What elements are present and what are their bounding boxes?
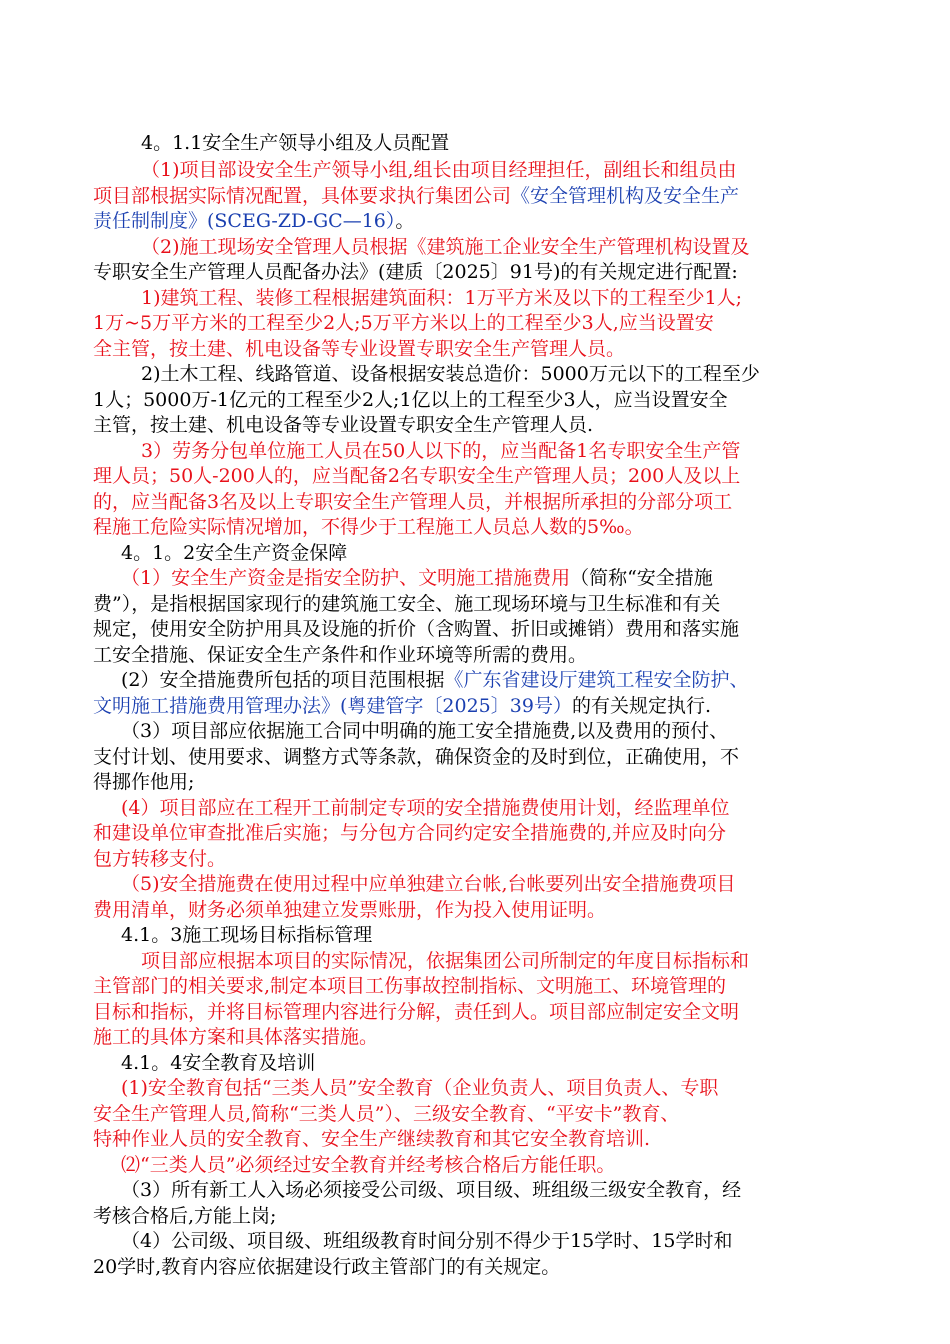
paragraph-line: 费用清单，财务必须单独建立发票账册，作为投入使用证明。 — [93, 899, 607, 921]
paragraph-line: 主管，按土建、机电设备等专业设置专职安全生产管理人员. — [93, 414, 594, 436]
paragraph-line: 1万~5万平方米的工程至少2人;5万平方米以上的工程至少3人,应当设置安 — [93, 312, 714, 334]
paragraph-line: （3）所有新工人入场必须接受公司级、项目级、班组级三级安全教育，经 — [121, 1179, 742, 1201]
paragraph-line: 目标和指标，并将目标管理内容进行分解，责任到人。项目部应制定安全文明 — [93, 1001, 740, 1023]
paragraph-line: 工安全措施、保证安全生产条件和作业环境等所需的费用。 — [93, 644, 588, 666]
paragraph-line: 得挪作他用; — [93, 771, 195, 793]
paragraph-line: 施工的具体方案和具体落实措施。 — [93, 1026, 379, 1048]
paragraph-line: 特种作业人员的安全教育、安全生产继续教育和其它安全教育培训. — [93, 1128, 651, 1150]
text-run: 的有关规定执行. — [571, 695, 711, 717]
text-run: （1）安全生产资金是指安全防护、文明施工措施费用 — [121, 567, 571, 589]
regulation-reference: 文明施工措施费用管理办法》(粤建管字〔2025〕39号） — [93, 695, 572, 717]
paragraph-line: （5)安全措施费在使用过程中应单独建立台帐,台帐要列出安全措施费项目 — [121, 873, 736, 895]
paragraph-line: 项目部应根据本项目的实际情况，依据集团公司所制定的年度目标指标和 — [141, 950, 750, 972]
paragraph-line — [93, 209, 414, 235]
section-4-1-2-heading: 4。1。2安全生产资金保障 — [121, 542, 348, 564]
section-4-1-1-heading: 4。1.1安全生产领导小组及人员配置 — [141, 132, 450, 154]
paragraph-line: 2)土木工程、线路管道、设备根据安装总造价：5000万元以下的工程至少 — [141, 363, 760, 385]
paragraph-line — [93, 184, 739, 210]
paragraph-line: （4）公司级、项目级、班组级教育时间分别不得少于15学时、15学时和 — [121, 1230, 733, 1252]
paragraph-line: 专职安全生产管理人员配备办法》(建质〔2025〕91号)的有关规定进行配置: — [93, 261, 738, 283]
text-run: 项目部根据实际情况配置，具体要求执行集团公司 — [93, 185, 512, 207]
regulation-reference: 《安全管理机构及安全生产 — [511, 185, 740, 207]
paragraph-line — [121, 566, 713, 592]
paragraph-line: 规定，使用安全防护用具及设施的折价（含购置、折旧或摊销）费用和落实施 — [93, 618, 740, 640]
paragraph-line: 支付计划、使用要求、调整方式等条款，确保资金的及时到位，正确使用，不 — [93, 746, 740, 768]
paragraph-line: 和建设单位审查批准后实施；与分包方合同约定安全措施费的,并应及时向分 — [93, 822, 727, 844]
text-run: （简称“安全措施 — [570, 567, 713, 589]
paragraph-line: （3）项目部应依据施工合同中明确的施工安全措施费,以及费用的预付、 — [121, 720, 729, 742]
paragraph-line: 的，应当配备3名及以上专职安全生产管理人员，并根据所承担的分部分项工 — [93, 491, 733, 513]
paragraph-line: (1)安全教育包括“三类人员”安全教育（企业负责人、项目负责人、专职 — [121, 1077, 719, 1099]
regulation-reference: 责任制制度》(SCEG-ZD-GC—16） — [93, 210, 396, 232]
text-run: 。 — [395, 210, 415, 232]
section-4-1-3-heading: 4.1。3施工现场目标指标管理 — [121, 924, 373, 946]
paragraph-line — [93, 694, 711, 720]
paragraph-line: 理人员；50人-200人的，应当配备2名专职安全生产管理人员；200人及以上 — [93, 465, 741, 487]
paragraph-line: 1人；5000万-1亿元的工程至少2人;1亿以上的工程至少3人，应当设置安全 — [93, 389, 728, 411]
text-run: (2）安全措施费所包括的项目范围根据 — [121, 669, 445, 691]
paragraph-line: 安全生产管理人员,简称“三类人员”）、三级安全教育、“平安卡”教育、 — [93, 1103, 680, 1125]
paragraph-line: （1)项目部设安全生产领导小组,组长由项目经理担任，副组长和组员由 — [141, 159, 737, 181]
regulation-reference: 《广东省建设厅建筑工程安全防护、 — [444, 669, 749, 691]
paragraph-line: 费”），是指根据国家现行的建筑施工安全、施工现场环境与卫生标准和有关 — [93, 593, 721, 615]
paragraph-line: 包方转移支付。 — [93, 848, 227, 870]
paragraph-line: 主管部门的相关要求,制定本项目工伤事故控制指标、文明施工、环境管理的 — [93, 975, 727, 997]
paragraph-line: ⑵“三类人员”必须经过安全教育并经考核合格后方能任职。 — [121, 1154, 616, 1176]
paragraph-line: 考核合格后,方能上岗; — [93, 1205, 277, 1227]
paragraph-line: 3）劳务分包单位施工人员在50人以下的，应当配备1名专职安全生产管 — [141, 440, 741, 462]
paragraph-line: (4）项目部应在工程开工前制定专项的安全措施费使用计划，经监理单位 — [121, 797, 730, 819]
paragraph-line: 1)建筑工程、装修工程根据建筑面积：1万平方米及以下的工程至少1人; — [141, 287, 743, 309]
paragraph-line: 全主管，按土建、机电设备等专业设置专职安全生产管理人员。 — [93, 338, 626, 360]
paragraph-line: （2)施工现场安全管理人员根据《建筑施工企业安全生产管理机构设置及 — [141, 236, 750, 258]
paragraph-line: 20学时,教育内容应依据建设行政主管部门的有关规定。 — [93, 1256, 561, 1278]
section-4-1-4-heading: 4.1。4安全教育及培训 — [121, 1052, 316, 1074]
paragraph-line: 程施工危险实际情况增加，不得少于工程施工人员总人数的5‰。 — [93, 516, 644, 538]
paragraph-line — [121, 668, 749, 694]
